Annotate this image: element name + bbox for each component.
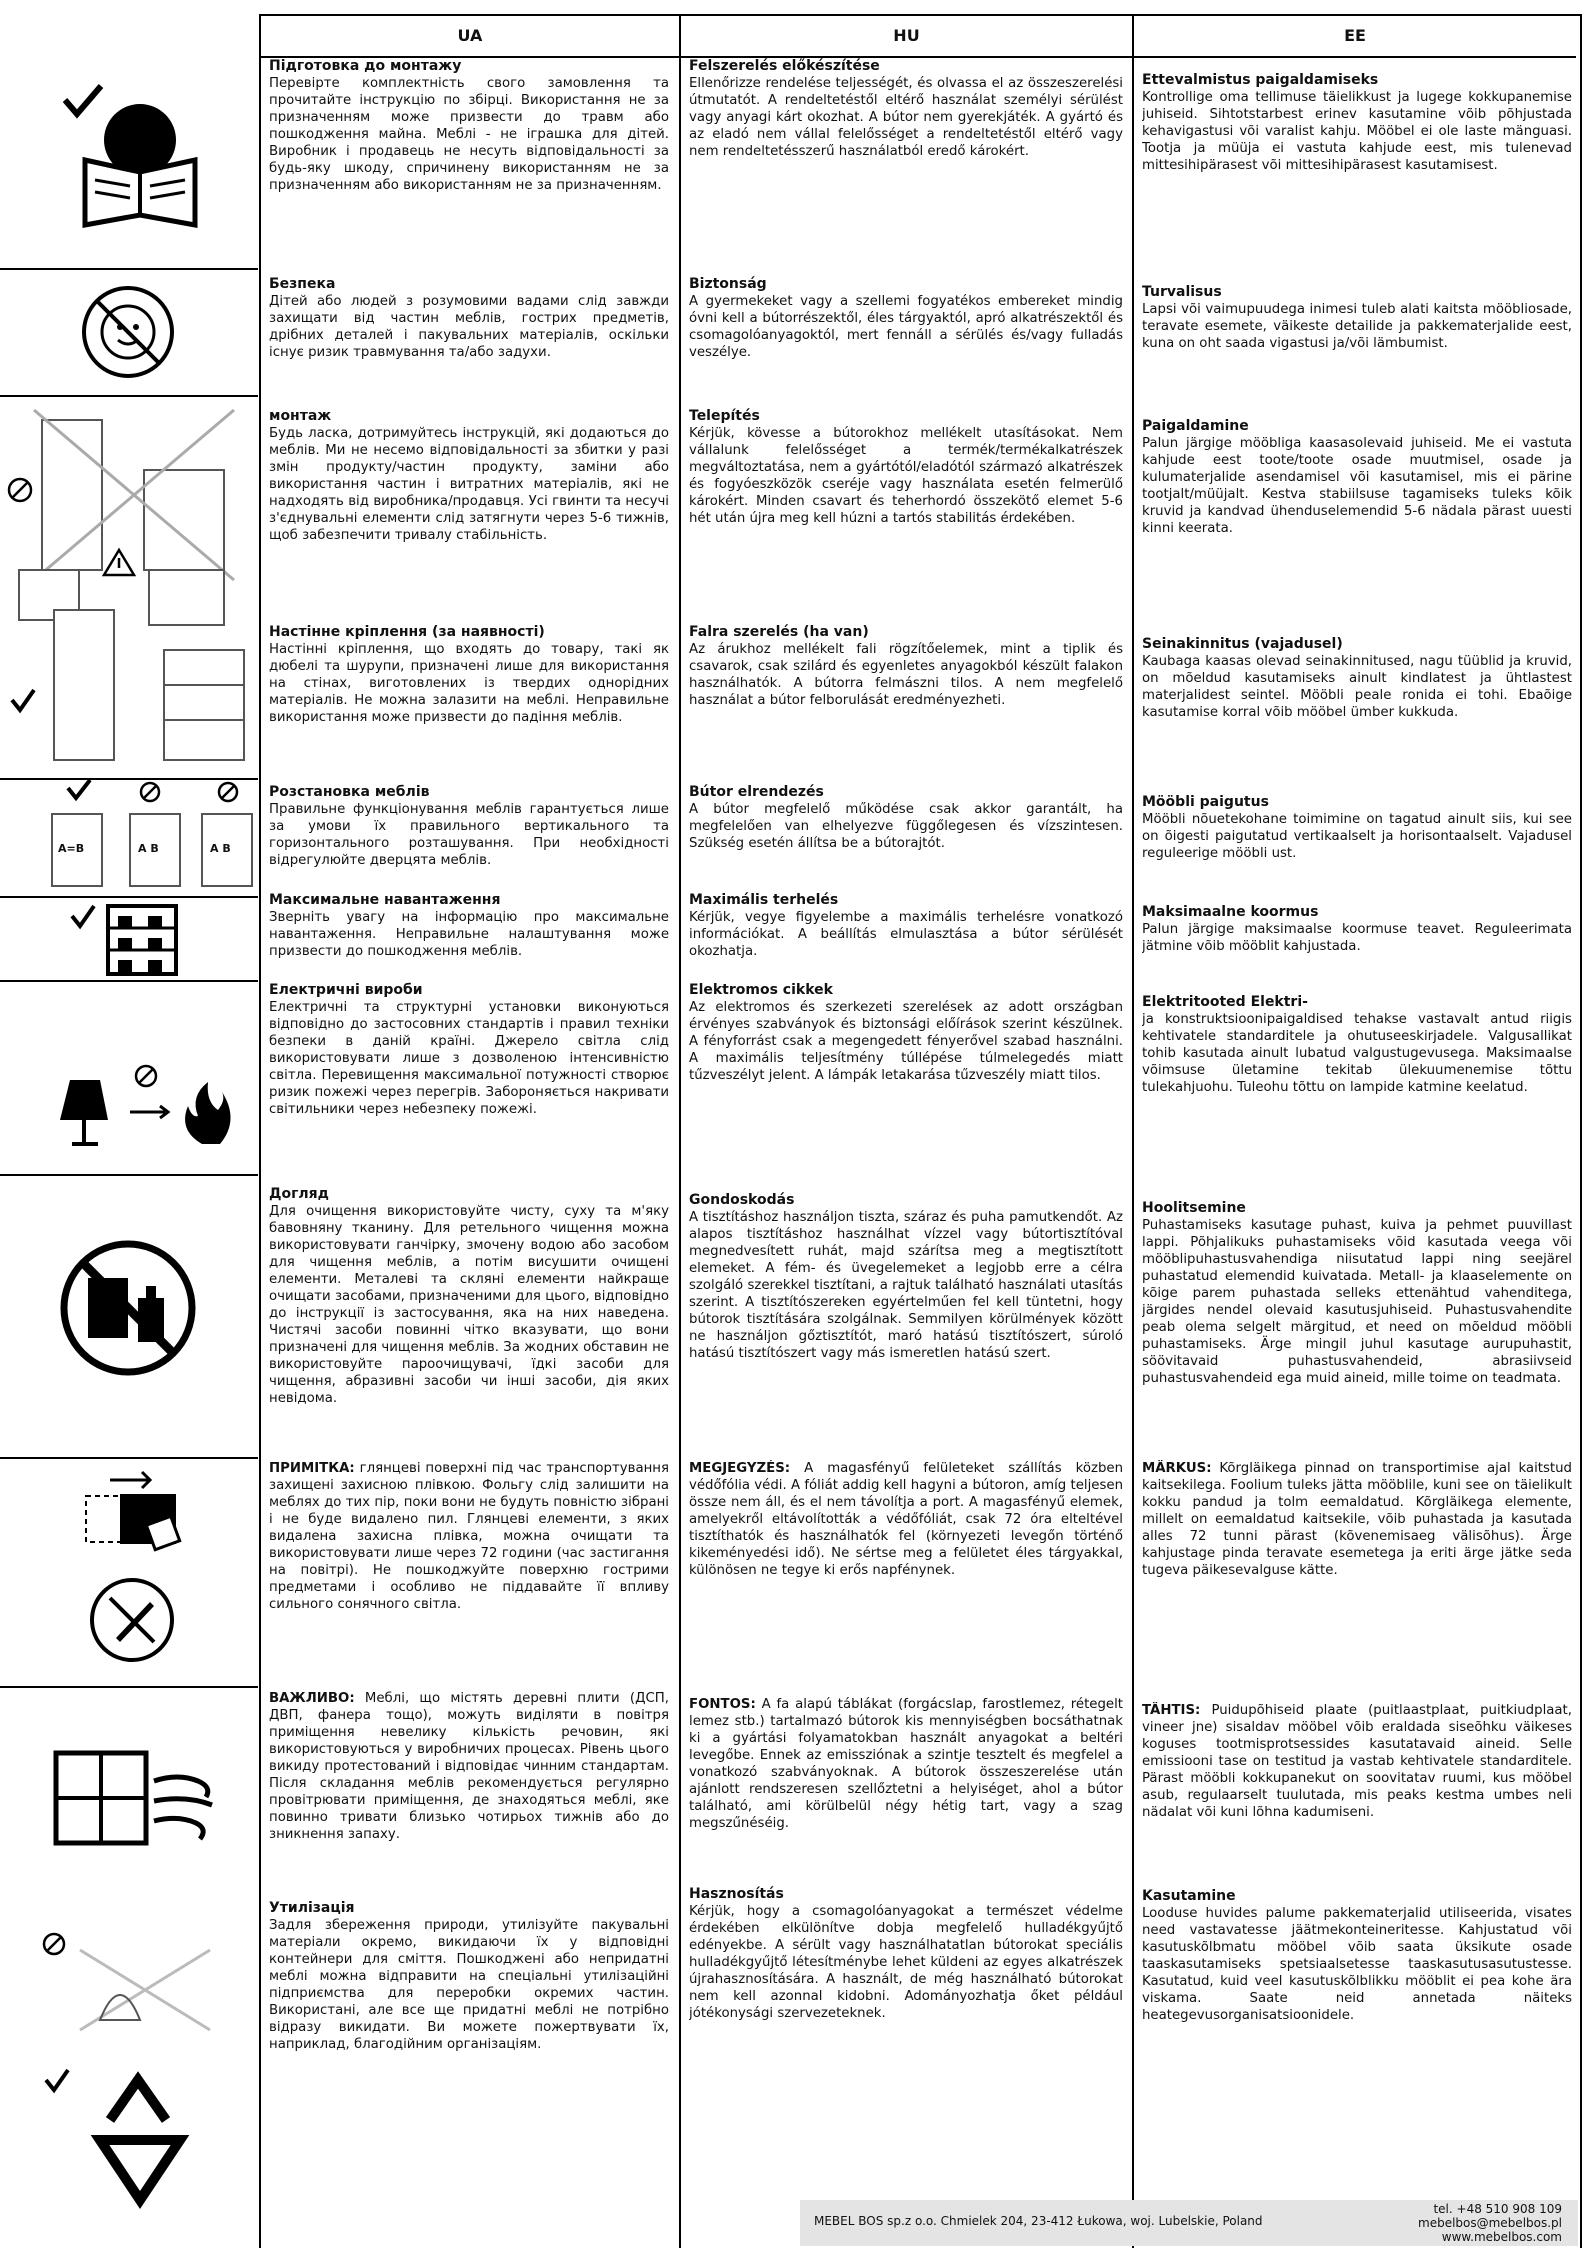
divider bbox=[0, 1174, 258, 1176]
section-body: Kaubaga kaasas olevad seinakinnitused, nagu tüüblid ja kruvid, on mõeldud kasutamiseks ainult kindlatest ja ühtlastest materjalidest seintel. Mööbli peale ronida ei tohi. Ebaõige kasutamise korral võib mööbel ümber kukkuda. bbox=[1142, 654, 1572, 720]
section-title: Kasutamine bbox=[1142, 1888, 1236, 1904]
section-wall-hu bbox=[689, 624, 1123, 774]
section-care-ee bbox=[1142, 1200, 1572, 1460]
section-title: Bútor elrendezés bbox=[689, 784, 824, 800]
section-title: Електричні вироби bbox=[269, 982, 423, 998]
section-note-hu bbox=[689, 1460, 1123, 1680]
important-lead: TÄHTIS: bbox=[1142, 1703, 1201, 1718]
section-note-ua bbox=[269, 1460, 669, 1680]
icon-column bbox=[0, 0, 258, 2246]
section-body: Меблі, що містять деревні плити (ДСП, ДВП, фанера тощо), можуть виділяти в повітря приміщення невелику кількість речовин, які використовуються у виробничих процесах. Рівень цього викиду протестований і відповідає чинним стандартам. Після складання меблів рекомендується регулярно провітрювати приміщення, де знаходяться меблі, яке повинно тривати близько чотирьох тижнів або до зникнення запаху. bbox=[269, 1691, 669, 1842]
section-title: Maximális terhelés bbox=[689, 892, 839, 908]
section-disposal-ua bbox=[269, 1900, 669, 2110]
section-body: Задля збереження природи, утилізуйте пакувальні матеріали окремо, викидаючи їх у відповідні контейнери для сміття. Пошкоджені або непридатні меблі можна відправити на спеціальні утилізаційні підприємства для переробки окремих частин. Використані, але все ще придатні меблі не потрібно відразу викидати. Ви можете пожертвувати їх, наприклад, благодійним організаціям. bbox=[269, 1918, 669, 2052]
section-title: Безпека bbox=[269, 276, 336, 292]
company-email[interactable]: mebelbos@mebelbos.pl bbox=[1418, 2216, 1562, 2230]
lamp-fire-icon bbox=[50, 1060, 240, 1150]
section-prep-hu bbox=[689, 58, 1123, 258]
section-title: Elektromos cikkek bbox=[689, 982, 833, 998]
divider bbox=[0, 395, 258, 397]
section-title: Falra szerelés (ha van) bbox=[689, 624, 869, 640]
section-body: Kérjük, vegye figyelembe a maximális terhelésre vonatkozó információkat. A beállítás elmulasztása a bútor sérülését okozhatja. bbox=[689, 910, 1123, 959]
section-title: Розстановка меблів bbox=[269, 784, 430, 800]
section-title: Підготовка до монтажу bbox=[269, 58, 462, 74]
section-load-hu bbox=[689, 892, 1123, 978]
section-title: Максимальне навантаження bbox=[269, 892, 501, 908]
placement-label-bad: A B bbox=[210, 842, 231, 855]
section-care-ua bbox=[269, 1186, 669, 1451]
section-title: Elektritooted Elektri- bbox=[1142, 994, 1308, 1010]
section-body: Kõrgläikega pinnad on transportimise ajal kaitstud kaitsekilega. Foolium tuleks jätta mööblile, kuni see on täielikult kokku pandud ja tolm eemaldatud. Kõrgläikega elemente, millelt on eemaldatud kaitsekile, võib puhastada ja kasutada alles 72 tunni pärast (kõvenemisaeg välisõhus). Ärge kahjustage pinda teravate esemetega ja eriti ärge jätke seda tugeva päikesevalguse kätte. bbox=[1142, 1461, 1572, 1578]
section-safety-hu bbox=[689, 276, 1123, 418]
section-disposal-ee bbox=[1142, 1888, 1572, 2108]
section-body: Kérjük, kövesse a bútorokhoz mellékelt utasításokat. Nem vállalunk felelősséget a termék/termékalkatrészek megváltoztatása, nem a gyártótól/eladótól származó alkatrészek és fogyóeszközök cseréje vagy használata esetén felmerülő károkért. Minden csavart és teherhordó összekötő elemet 5-6 hét után újra meg kell húzni a tartós stabilitás érdekében. bbox=[689, 426, 1123, 526]
section-title: Paigaldamine bbox=[1142, 418, 1249, 434]
section-important-ua bbox=[269, 1690, 669, 1900]
section-placement-ua bbox=[269, 784, 669, 888]
section-body: Для очищення використовуйте чисту, суху та м'яку бавовняну тканину. Для ретельного чищення можна використовувати ганчірку, змочену водою або засобом для чищення меблів, а потім висушити очищені елементи. Металеві та скляні елементи найкраще очищати засобами, призначеними для цього, відповідно до інструкції із застосування, яка на них наведена. Чистячі засоби повинні чітко вказувати, що вони призначені для чищення меблів. За жодних обставин не використовуйте пароочищувачі, їдкі засоби для чищення, абразивні засоби чи інші засоби, дія яких невідома. bbox=[269, 1204, 669, 1406]
section-disposal-hu bbox=[689, 1886, 1123, 2096]
note-lead: MÄRKUS: bbox=[1142, 1461, 1212, 1476]
section-body: Az elektromos és szerkezeti szerelések az adott országban érvényes szabványok és biztonsági előírások szerint készülnek. A fényforrást csak a megengedett fényerővel szabad használni. A maximális teljesítmény túllépése túlmelegedés miatt tűzveszélyt jelent. A lámpák letakarása tűzveszély miatt tilos. bbox=[689, 1000, 1123, 1083]
section-title: Gondoskodás bbox=[689, 1192, 795, 1208]
important-lead: ВАЖЛИВО: bbox=[269, 1691, 355, 1706]
section-body: Looduse huvides palume pakkematerjalid utiliseerida, visates need vastavatesse jäätmekonteineritesse. Kahjustatud või kasutuskõlbmatu mööbel võib saata üksikute osade taaskasutamiseks spetsiaalsetesse taaskasutusasutustesse. Kasutatud, kuid veel kasutuskõlblikku mööblit ei pea kohe ära viskama. Saate neid annetada näiteks heategevusorganisatsioonidele. bbox=[1142, 1906, 1572, 2023]
column-header-ee: EE bbox=[1134, 16, 1576, 58]
section-body: Правильне функціонування меблів гарантується лише за умови їх правильного вертикального та горизонтального розташування. При необхідності відрегулюйте дверцята меблів. bbox=[269, 802, 669, 868]
section-title: Утилізація bbox=[269, 1900, 355, 1916]
reading-person-icon bbox=[55, 80, 205, 230]
no-cleaning-agents-icon bbox=[58, 1238, 198, 1378]
section-body: Ellenőrizze rendelése teljességét, és olvassa el az összeszerelési útmutatót. A rendeltetéstől eltérő használat személyi sérülést vagy anyagi kárt okozhat. A bútor nem gyerekjáték. A gyártó és az eladó nem vállal felelősséget a rendeltetéstől eltérő vagy nem rendeltetésszerű használatból eredő károkért. bbox=[689, 76, 1123, 159]
section-body: Lapsi või vaimupuudega inimesi tuleb alati kaitsta mööbliosade, teravate esemete, väikeste detailide ja pakkematerjalide eest, kuna on oht saada vigastusi ja/või lämbumist. bbox=[1142, 302, 1572, 351]
child-safety-icon bbox=[78, 282, 178, 382]
section-title: Hoolitsemine bbox=[1142, 1200, 1246, 1216]
instruction-table bbox=[259, 14, 1582, 2248]
shelf-load-icon bbox=[70, 902, 180, 976]
section-body: Kontrollige oma tellimuse täielikkust ja lugege kokkupanemise juhiseid. Sihtotstarbest erinev kasutamine võib põhjustada kehavigastusi või varalist kahju. Mööbel ei ole laste mänguasi. Tootja ja müüja ei vastuta kahjude eest, mis tulenevad mittesihipärasest või mittesihipärasest kasutamisest. bbox=[1142, 90, 1572, 173]
section-body: A fa alapú táblákat (forgácslap, farostlemez, rétegelt lemez stb.) tartalmazó bútorok kis mennyiségben bocsáthatnak ki a gyártási folyamatokban használt anyagokat a beltéri levegőbe. Ennek az emissziónak a szintje tesztelt és megfelel a vonatkozó szabványoknak. A bútorok összeszerelése után ajánlott rendszeresen szellőztetni a helyiséget, ahol a bútor található, ami körülbelül négy hétig tart, vagy a szag megszűnéséig. bbox=[689, 1697, 1123, 1831]
note-lead: MEGJEGYZÉS: bbox=[689, 1461, 791, 1476]
divider bbox=[0, 268, 258, 270]
section-title: Maksimaalne koormus bbox=[1142, 904, 1319, 920]
assembly-tipping-icon bbox=[4, 400, 254, 770]
section-important-hu bbox=[689, 1696, 1123, 1896]
column-divider bbox=[1132, 16, 1134, 2248]
section-assembly-hu bbox=[689, 408, 1123, 608]
section-note-ee bbox=[1142, 1460, 1572, 1660]
section-safety-ua bbox=[269, 276, 669, 418]
section-body: Перевірте комплектність свого замовлення та прочитайте інструкцію по збірці. Використання не за призначенням може призвести до травм або пошкодження майна. Меблі - не іграшка для дітей. Виробник і продавець не несуть відповідальності за будь-яку шкоду, спричинену використанням не за призначенням або використанням не за призначенням. bbox=[269, 76, 669, 193]
divider bbox=[0, 1457, 258, 1459]
section-body: Настінні кріплення, що входять до товару, такі як дюбелі та шурупи, призначені лише для використання на стінах, виготовлених із твердих однорідних матеріалів. Не можна залазити на меблі. Неправильне використання може призвести до падіння меблів. bbox=[269, 642, 669, 725]
divider bbox=[0, 980, 258, 982]
section-body: Puhastamiseks kasutage puhast, kuiva ja pehmet puuvillast lappi. Põhjalikuks puhastamiseks võid kasutada veega või mööblipuhastusvahendiga niisutatud lappi ning seejärel puhastatud elemendid kuivatada. Metall- ja klaaselemente on kõige parem puhastada selleks ettenähtud vahenditega, järgides nendel olevaid kasutusjuhiseid. Puhastusvahendite peab olema selgelt märgitud, et need on mõeldud mööbli puhastamiseks. Ärge mingil juhul kasutage aurupuhastit, söövitavaid puhastusvahendeid, abrasiivseid puhastusvahendeid ega muid aineid, mille toime on teadmata. bbox=[1142, 1218, 1572, 1386]
section-body: Az árukhoz mellékelt fali rögzítőelemek, mint a tiplik és csavarok, csak szilárd és egyenletes anyagokból készült falakon használhatók. A bútorra felmászni tilos. A nem megfelelő használat a bútor felborulását eredményezheti. bbox=[689, 642, 1123, 708]
section-body: Palun järgige mööbliga kaasasolevaid juhiseid. Me ei vastuta kahjude eest toote/toote osade muutmisel, osade ja kulumaterjalide asendamisel või kasutamisel, mis ei pärine tootjalt/müüjalt. Kestva stabiilsuse tagamiseks tuleks kõik kruvid ja kandvad ühenduselemendid 5-6 nädala pärast uuesti kinni keerata. bbox=[1142, 436, 1572, 536]
note-lead: ПРИМІТКА: bbox=[269, 1461, 355, 1476]
divider bbox=[0, 1686, 258, 1688]
company-contact bbox=[1418, 2202, 1562, 2244]
section-body: Kérjük, hogy a csomagolóanyagokat a természet védelme érdekében elkülönítve dobja megfelelő hulladékgyűjtő edényekbe. A sérült vagy használhatatlan bútorokat speciális hulladékgyűjtő létesítménybe lehet küldeni az egyes alkatrészek újrahasznosítására. A használt, de még használható bútorokat nem kell azonnal kidobni. Adományozhatja őket például jótékonysági szervezeteknek. bbox=[689, 1904, 1123, 2021]
section-safety-ee bbox=[1142, 284, 1572, 426]
column-header-ua: UA bbox=[261, 16, 679, 58]
divider bbox=[0, 896, 258, 898]
recycle-icon bbox=[40, 1930, 240, 2230]
section-electric-ua bbox=[269, 982, 669, 1162]
section-body: A magasfényű felületeket szállítás közben védőfólia védi. A fóliát addig kell hagyni a bútoron, amíg teljesen össze nem áll, és el nem távolítja a port. A magasfényű elemek, amelyekről eltávolították a védőfóliát, csak 72 óra elteltével tisztíthatók és használhatók fel (környezeti levegőn történő kikeményedési idő). Ne sértse meg a felületet éles tárgyakkal, különösen ne tegye ki erős napfénynek. bbox=[689, 1461, 1123, 1578]
section-title: Biztonság bbox=[689, 276, 767, 292]
section-wall-ua bbox=[269, 624, 669, 784]
section-title: Turvalisus bbox=[1142, 284, 1222, 300]
section-body: A tisztításhoz használjon tiszta, száraz és puha pamutkendőt. Az alapos tisztításhoz használhat vízzel vagy bútortisztítóval megnedvesített ruhát, majd szárítsa meg a megtisztított elemeket. A fém- és üvegelemeket a legjobb erre a célra szolgáló szerekkel tisztítani, a rajtuk található használati utasítás szerint. A tisztítószereken egyértelműen fel kell tüntetni, hogy bútorok tisztítására szolgálnak. Semmilyen körülmények között ne használjon gőztisztítót, maró hatású tisztítószert, súroló hatású tisztítószert vagy más ismeretlen hatású szert. bbox=[689, 1210, 1123, 1361]
section-body: A bútor megfelelő működése csak akkor garantált, ha megfelelően van elhelyezve függőlegesen és vízszintesen. Szükség esetén állítsa be a bútorajtót. bbox=[689, 802, 1123, 851]
section-title: Seinakinnitus (vajadusel) bbox=[1142, 636, 1343, 652]
section-title: Mööbli paigutus bbox=[1142, 794, 1269, 810]
section-title: Felszerelés előkészítése bbox=[689, 58, 880, 74]
protective-film-icon bbox=[80, 1460, 200, 1670]
company-address: MEBEL BOS sp.z o.o. Chmielek 204, 23-412 Łukowa, woj. Lubelskie, Poland bbox=[814, 2214, 1263, 2228]
section-load-ee bbox=[1142, 904, 1572, 990]
section-assembly-ua bbox=[269, 408, 669, 618]
section-placement-hu bbox=[689, 784, 1123, 888]
section-assembly-ee bbox=[1142, 418, 1572, 588]
placement-icon bbox=[10, 780, 255, 892]
important-lead: FONTOS: bbox=[689, 1697, 756, 1712]
section-prep-ee bbox=[1142, 72, 1572, 262]
company-footer bbox=[800, 2200, 1578, 2246]
column-header-hu: HU bbox=[681, 16, 1132, 58]
placement-label-bad: A B bbox=[138, 842, 159, 855]
section-body: Palun järgige maksimaalse koormuse teavet. Reguleerimata jätmine võib mööblit kahjustada. bbox=[1142, 922, 1572, 954]
section-placement-ee bbox=[1142, 794, 1572, 898]
section-body: Mööbli nõuetekohane toimimine on tagatud ainult siis, kui see on õigesti paigutatud vertikaalselt ja horisontaalselt. Vajadusel reguleerige mööbli ust. bbox=[1142, 812, 1572, 861]
section-title: Догляд bbox=[269, 1186, 329, 1202]
section-load-ua bbox=[269, 892, 669, 978]
placement-label-ok: A=B bbox=[58, 842, 85, 855]
ventilation-window-icon bbox=[48, 1745, 218, 1855]
section-electric-hu bbox=[689, 982, 1123, 1162]
section-electric-ee bbox=[1142, 994, 1572, 1174]
section-body: A gyermekeket vagy a szellemi fogyatékos embereket mindig óvni kell a bútorrészektől, éles tárgyaktól, apró alkatrészektől és csomagolóanyagoktól, mert fennáll a sérülés és/vagy fulladás veszélye. bbox=[689, 294, 1123, 360]
company-phone: tel. +48 510 908 109 bbox=[1433, 2202, 1562, 2216]
section-title: Настінне кріплення (за наявності) bbox=[269, 624, 545, 640]
section-body: Електричні та структурні установки виконуються відповідно до застосовних стандартів і правил техніки безпеки в даній країні. Джерело світла слід використовувати лише з дозволеною інтенсивністю світла. Перевищення максимальної потужності створює ризик пожежі через перегрів. Забороняється накривати світильники через небезпеку пожежі. bbox=[269, 1000, 669, 1117]
section-care-hu bbox=[689, 1192, 1123, 1432]
section-title: Hasznosítás bbox=[689, 1886, 784, 1902]
company-website[interactable]: www.mebelbos.com bbox=[1441, 2230, 1562, 2244]
section-important-ee bbox=[1142, 1702, 1572, 1882]
section-body: Зверніть увагу на інформацію про максимальне навантаження. Неправильне налаштування може призвести до пошкодження меблів. bbox=[269, 910, 669, 959]
section-title: Ettevalmistus paigaldamiseks bbox=[1142, 72, 1379, 88]
section-body: Puidupõhiseid plaate (puitlaastplaat, puitkiudplaat, vineer jne) sisaldav mööbel võib eraldada siseõhku väikeses koguses tootmisprotsessides kasutatavaid aineid. Selle emissiooni tase on testitud ja vastab kehtivatele standarditele. Pärast mööbli kokkupanekut on soovitatav ruumi, kus mööbel asub, regulaarselt tuulutada, mis peaks kestma umbes neli nädalat või kuni lõhna kadumiseni. bbox=[1142, 1703, 1572, 1820]
section-prep-ua bbox=[269, 58, 669, 258]
section-wall-ee bbox=[1142, 636, 1572, 786]
section-body: глянцеві поверхні під час транспортування захищені захисною плівкою. Фольгу слід залишити на меблях до тих пір, поки вони не будуть повністю зібрані і не буде видалено пил. Глянцеві елементи, з яких видалена захисна плівка, можна очищати та використовувати лише через 72 години (час застигання на повітрі). Не пошкоджуйте поверхню гострими предметами і особливо не піддавайте її впливу сильного сонячного світла. bbox=[269, 1461, 669, 1612]
section-title: Telepítés bbox=[689, 408, 760, 424]
section-title: монтаж bbox=[269, 408, 332, 424]
column-divider bbox=[679, 16, 681, 2248]
section-body: Дітей або людей з розумовими вадами слід завжди захищати від частин меблів, гострих предметів, дрібних деталей і пакувальних матеріалів, оскільки існує ризик травмування та/або задухи. bbox=[269, 294, 669, 360]
section-body: Будь ласка, дотримуйтесь інструкцій, які додаються до меблів. Ми не несемо відповідальності за збитки у разі змін продукту/частин продукту, заміни або використання частин і витратних матеріалів, які не надходять від виробника/продавця. Усі гвинти та несучі з'єднувальні елементи слід затягнути через 5-6 тижнів, щоб забезпечити тривалу стабільність. bbox=[269, 426, 669, 543]
section-body: ja konstruktsioonipaigaldised tehakse vastavalt antud riigis kehtivatele standarditele ja ohutuseeskirjadele. Valgusallikat tohib kasutada ainult lubatud valgustugevusega. Maksimaalse võimsuse ületamine tekitab ülekuumenemise tõttu tulekahjuohu. Tuleohu tõttu on lampide katmine keelatud. bbox=[1142, 1012, 1572, 1095]
